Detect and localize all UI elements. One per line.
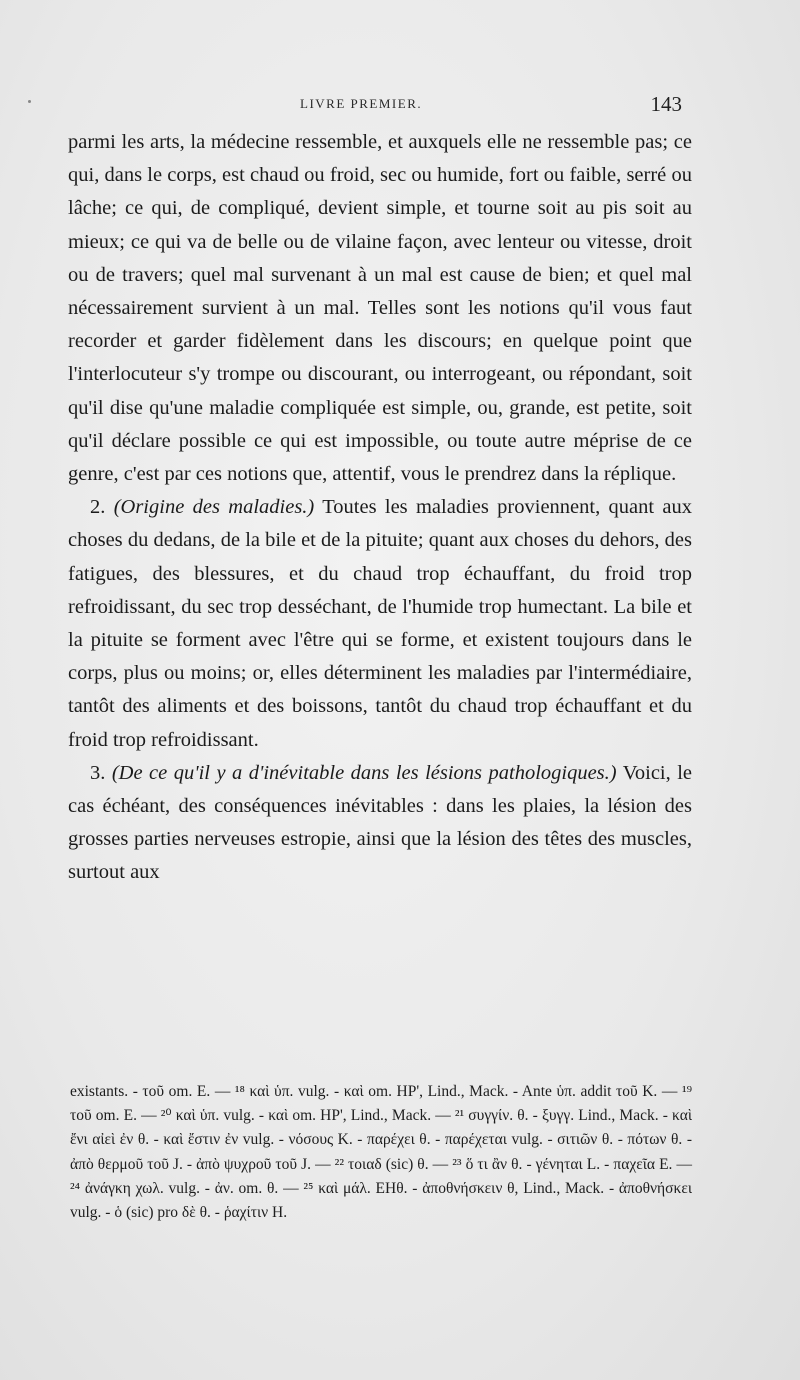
margin-speck [28, 100, 31, 103]
footnote-text: existants. - τοῦ om. E. — ¹⁸ καὶ ὑπ. vulg. - καὶ om. HP', Lind., Mack. - Ante ὑπ. addit τοῦ K. — ¹⁹ τοῦ om. E. — ²⁰ καὶ ὑπ. vulg. - καὶ om. HP', Lind., Mack. — ²¹ συγγίν. θ. - ξυγγ. Lind., Mack. - καὶ ἔνι αἰεὶ ἐν θ. - καὶ ἔστιν ἐν vulg. - νόσους K. - παρέχει θ. - παρέχεται vulg. - σιτιῶν θ. - πότων θ. - ἀπὸ θερμοῦ τοῦ J. - ἀπὸ ψυχροῦ τοῦ J. — ²² τοιαδ (sic) θ. — ²³ ὅ τι ἂν θ. - γένηται L. - παχεῖα E. — ²⁴ ἀνάγκη χωλ. vulg. - ἀν. om. θ. — ²⁵ καὶ μάλ. EHθ. - ἀποθνήσκειν θ, Lind., Mack. - ἀποθνήσκει vulg. - ὁ (sic) pro δὲ θ. - ῥαχίτιν H. [70, 1083, 692, 1222]
section-number-3: 3. [90, 761, 106, 784]
page-number: 143 [650, 92, 682, 116]
running-title: LIVRE PREMIER. [300, 96, 423, 111]
paragraph-2-text: Toutes les maladies proviennent, quant aux choses du dedans, de la bile et de la pituite; quant aux choses du dehors, des fatigues, des blessures, et du chaud trop échauffant, du froid trop refroidissant, du sec trop desséchant, de l'humide trop humectant. La bile et la pituite se forment avec l'être qui se forme, et existent toujours dans le corps, plus ou moins; or, elles déterminent les maladies par l'intermédiaire, tantôt des aliments et des boissons, tantôt du chaud trop échauffant et du froid trop refroidissant. [68, 496, 692, 751]
paragraph-1: parmi les arts, la médecine ressemble, et auxquels elle ne ressemble pas; ce qui, dans le corps, est chaud ou froid, sec ou humide, fort ou faible, serré ou lâche; ce qui, de compliqué, devient simple, et tourne soit au pis soit au mieux; ce qui va de belle ou de vilaine façon, avec lenteur ou vitesse, droit ou de travers; quel mal survenant à un mal est cause de bien; et quel mal nécessairement survient à un mal. Telles sont les notions qu'il vous faut recorder et garder fidèlement dans les discours; en quelque point que l'interlocuteur s'y trompe ou discourant, ou interrogeant, ou répondant, soit qu'il dise qu'une maladie compliquée est simple, ou, grande, est petite, soit qu'il déclare possible ce qui est impossible, ou toute autre méprise de ce genre, c'est par ces notions que, attentif, vous le prendrez dans la réplique. [68, 131, 692, 486]
paragraph-3-text: Voici, le cas échéant, des conséquences inévitables : dans les plaies, la lésion des grosses parties nerveuses estropie, ainsi que la lésion des têtes des muscles, surtout aux [68, 761, 693, 884]
section-title-2: (Origine des maladies.) [113, 496, 315, 519]
paragraph-2 [68, 491, 692, 757]
page-header [68, 92, 690, 122]
paragraph-3 [68, 757, 692, 890]
main-text [68, 126, 692, 890]
section-title-3: (De ce qu'il y a d'inévitable dans les lésions pathologiques.) [111, 761, 617, 784]
footnotes [70, 1080, 692, 1225]
section-number-2: 2. [90, 496, 106, 519]
